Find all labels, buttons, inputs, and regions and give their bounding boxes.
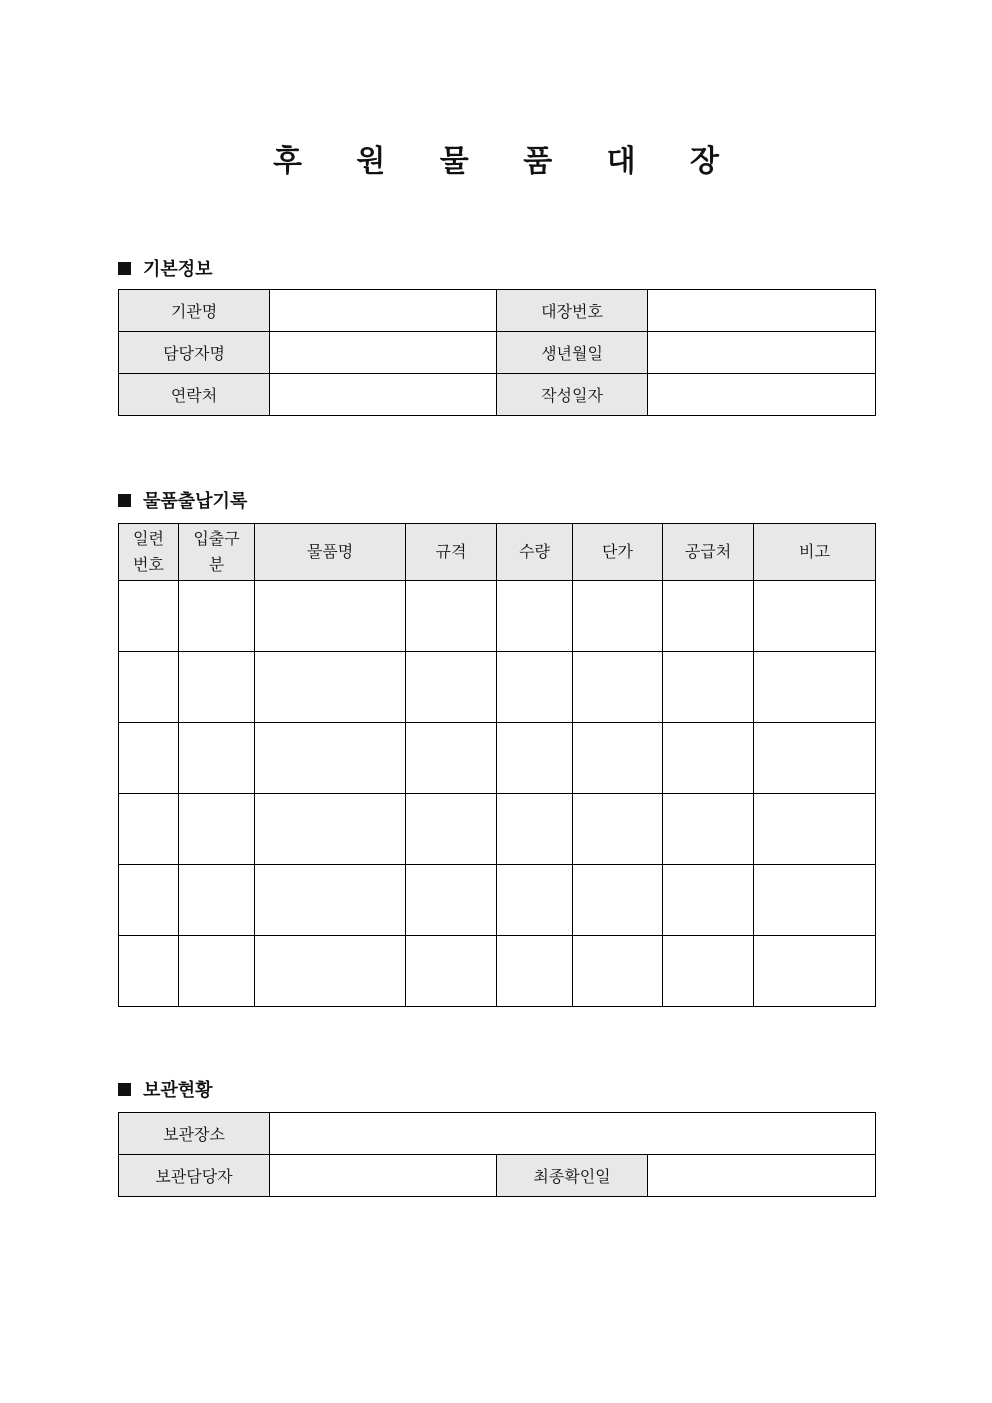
section-records-heading (118, 487, 247, 513)
supplier-cell[interactable] (663, 794, 754, 865)
item-cell[interactable] (255, 652, 406, 723)
section-basic-title: 기본정보 (143, 259, 213, 280)
table-row (119, 290, 876, 332)
table-row (119, 652, 876, 723)
item-cell[interactable] (255, 581, 406, 652)
col-note: 비고 (754, 524, 876, 581)
note-cell[interactable] (754, 865, 876, 936)
supplier-cell[interactable] (663, 723, 754, 794)
last-checked-field[interactable] (648, 1155, 876, 1197)
agency-name-label: 기관명 (119, 290, 270, 332)
price-cell[interactable] (573, 723, 663, 794)
table-header-row (119, 524, 876, 581)
table-row (119, 723, 876, 794)
supplier-cell[interactable] (663, 865, 754, 936)
note-cell[interactable] (754, 581, 876, 652)
square-bullet-icon (118, 262, 131, 275)
qty-cell[interactable] (497, 865, 573, 936)
manager-name-label: 담당자명 (119, 332, 270, 374)
manager-name-field[interactable] (270, 332, 497, 374)
birth-date-label: 생년월일 (497, 332, 648, 374)
ledger-number-field[interactable] (648, 290, 876, 332)
qty-cell[interactable] (497, 652, 573, 723)
birth-date-field[interactable] (648, 332, 876, 374)
section-storage-heading (118, 1076, 213, 1102)
note-cell[interactable] (754, 794, 876, 865)
qty-cell[interactable] (497, 723, 573, 794)
storage-keeper-field[interactable] (270, 1155, 497, 1197)
table-row (119, 581, 876, 652)
inout-cell[interactable] (179, 794, 255, 865)
col-inout-line2: 분 (208, 555, 225, 574)
ledger-number-label: 대장번호 (497, 290, 648, 332)
spec-cell[interactable] (406, 581, 497, 652)
spec-cell[interactable] (406, 723, 497, 794)
serial-cell[interactable] (119, 936, 179, 1007)
table-row (119, 1155, 876, 1197)
spec-cell[interactable] (406, 936, 497, 1007)
table-row (119, 332, 876, 374)
item-cell[interactable] (255, 723, 406, 794)
spec-cell[interactable] (406, 865, 497, 936)
supplier-cell[interactable] (663, 936, 754, 1007)
inout-cell[interactable] (179, 581, 255, 652)
inout-cell[interactable] (179, 865, 255, 936)
storage-table (118, 1112, 876, 1197)
agency-name-field[interactable] (270, 290, 497, 332)
price-cell[interactable] (573, 581, 663, 652)
col-unit-price: 단가 (573, 524, 663, 581)
serial-cell[interactable] (119, 723, 179, 794)
serial-cell[interactable] (119, 581, 179, 652)
table-row (119, 374, 876, 416)
col-spec: 규격 (406, 524, 497, 581)
section-storage-title: 보관현황 (143, 1080, 213, 1101)
note-cell[interactable] (754, 652, 876, 723)
table-row (119, 936, 876, 1007)
square-bullet-icon (118, 494, 131, 507)
qty-cell[interactable] (497, 581, 573, 652)
storage-keeper-label: 보관담당자 (119, 1155, 270, 1197)
table-row (119, 794, 876, 865)
last-checked-label: 최종확인일 (497, 1155, 648, 1197)
item-cell[interactable] (255, 794, 406, 865)
table-row (119, 1113, 876, 1155)
inout-cell[interactable] (179, 723, 255, 794)
inout-cell[interactable] (179, 652, 255, 723)
item-cell[interactable] (255, 865, 406, 936)
col-in-out-type (179, 524, 255, 581)
price-cell[interactable] (573, 865, 663, 936)
col-supplier: 공급처 (663, 524, 754, 581)
serial-cell[interactable] (119, 794, 179, 865)
table-row (119, 865, 876, 936)
supplier-cell[interactable] (663, 652, 754, 723)
inout-cell[interactable] (179, 936, 255, 1007)
storage-location-label: 보관장소 (119, 1113, 270, 1155)
serial-cell[interactable] (119, 652, 179, 723)
spec-cell[interactable] (406, 652, 497, 723)
section-basic-heading (118, 255, 213, 281)
price-cell[interactable] (573, 936, 663, 1007)
storage-location-field[interactable] (270, 1113, 876, 1155)
square-bullet-icon (118, 1083, 131, 1096)
written-date-label: 작성일자 (497, 374, 648, 416)
col-serial-line1: 일련 (133, 529, 164, 548)
price-cell[interactable] (573, 794, 663, 865)
spec-cell[interactable] (406, 794, 497, 865)
col-item-name: 물품명 (255, 524, 406, 581)
serial-cell[interactable] (119, 865, 179, 936)
col-inout-line1: 입출구 (193, 529, 240, 548)
note-cell[interactable] (754, 723, 876, 794)
qty-cell[interactable] (497, 936, 573, 1007)
price-cell[interactable] (573, 652, 663, 723)
section-records-title: 물품출납기록 (143, 491, 248, 512)
records-table (118, 523, 876, 1007)
col-quantity: 수량 (497, 524, 573, 581)
document-title: 후 원 물 품 대 장 (272, 144, 742, 179)
col-serial-number (119, 524, 179, 581)
written-date-field[interactable] (648, 374, 876, 416)
item-cell[interactable] (255, 936, 406, 1007)
contact-label: 연락처 (119, 374, 270, 416)
contact-field[interactable] (270, 374, 497, 416)
qty-cell[interactable] (497, 794, 573, 865)
supplier-cell[interactable] (663, 581, 754, 652)
col-serial-line2: 번호 (133, 555, 164, 574)
note-cell[interactable] (754, 936, 876, 1007)
basic-info-table (118, 289, 876, 416)
